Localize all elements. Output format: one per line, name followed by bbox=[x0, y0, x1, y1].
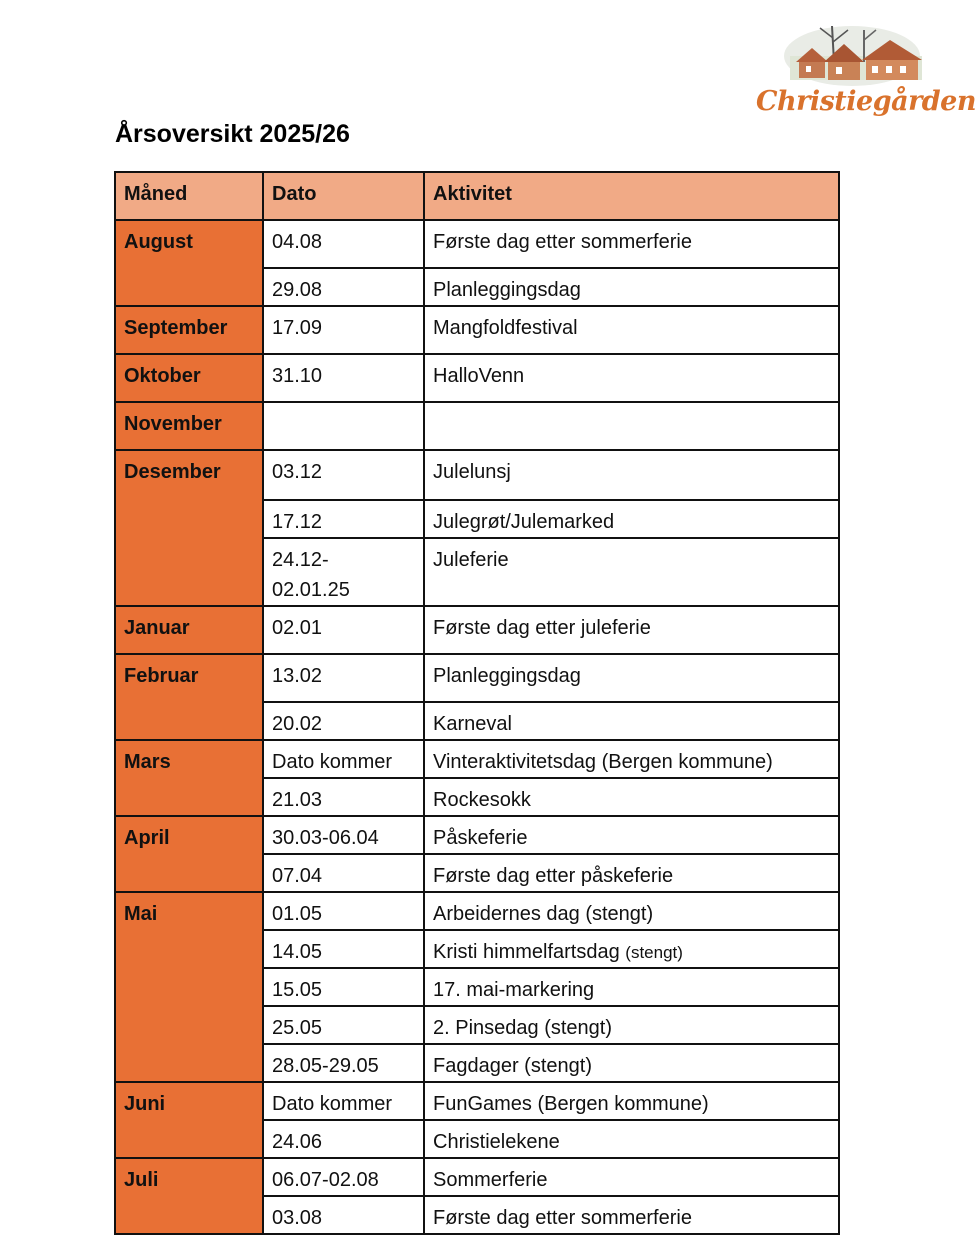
activity-cell bbox=[424, 1120, 839, 1158]
month-cell: Februar bbox=[115, 654, 263, 740]
date-cell: 06.07-02.08 bbox=[263, 1158, 424, 1196]
date-cell: 28.05-29.05 bbox=[263, 1044, 424, 1082]
house-illustration-icon bbox=[752, 16, 962, 96]
activity-cell bbox=[424, 740, 839, 778]
table-row bbox=[115, 1158, 839, 1196]
activity-text: Påskeferie bbox=[433, 827, 528, 849]
date-cell: 30.03-06.04 bbox=[263, 816, 424, 854]
date-cell: 25.05 bbox=[263, 1006, 424, 1044]
activity-text: Vinteraktivitetsdag (Bergen kommune) bbox=[433, 751, 773, 773]
activity-cell bbox=[424, 1044, 839, 1082]
activity-cell bbox=[424, 606, 839, 654]
activity-text: 17. mai-markering bbox=[433, 979, 595, 1001]
date-cell: 21.03 bbox=[263, 778, 424, 816]
activity-text: Arbeidernes dag (stengt) bbox=[433, 903, 654, 925]
activity-cell bbox=[424, 654, 839, 702]
activity-text: 2. Pinsedag (stengt) bbox=[433, 1017, 612, 1039]
activity-cell bbox=[424, 816, 839, 854]
activity-cell bbox=[424, 1082, 839, 1120]
date-cell: 01.05 bbox=[263, 892, 424, 930]
month-cell: Desember bbox=[115, 450, 263, 606]
date-cell: 20.02 bbox=[263, 702, 424, 740]
activity-cell bbox=[424, 930, 839, 968]
header-date: Dato bbox=[263, 172, 424, 220]
logo-wordmark: Christiegården bbox=[756, 86, 976, 117]
table-row bbox=[115, 816, 839, 854]
christiegarden-logo bbox=[752, 16, 976, 126]
activity-text: Karneval bbox=[433, 713, 512, 735]
activity-cell bbox=[424, 354, 839, 402]
activity-cell bbox=[424, 538, 839, 606]
table-row bbox=[115, 354, 839, 402]
date-cell: 13.02 bbox=[263, 654, 424, 702]
date-cell: 02.01 bbox=[263, 606, 424, 654]
table-row bbox=[115, 1082, 839, 1120]
table-row bbox=[115, 892, 839, 930]
activity-text: Første dag etter juleferie bbox=[433, 617, 651, 639]
activity-text: Rockesokk bbox=[433, 789, 531, 811]
activity-text: Mangfoldfestival bbox=[433, 317, 578, 339]
date-cell bbox=[263, 402, 424, 450]
annual-overview-table bbox=[114, 171, 840, 1235]
table-header-row bbox=[115, 172, 839, 220]
activity-text: Kristi himmelfartsdag bbox=[433, 941, 626, 963]
activity-text: Julelunsj bbox=[433, 461, 511, 483]
activity-text: Planleggingsdag bbox=[433, 279, 581, 301]
activity-cell bbox=[424, 500, 839, 538]
activity-text: Julegrøt/Julemarked bbox=[433, 511, 615, 533]
month-cell: August bbox=[115, 220, 263, 306]
activity-text: Christielekene bbox=[433, 1131, 560, 1153]
date-cell: Dato kommer bbox=[263, 740, 424, 778]
table-row bbox=[115, 306, 839, 354]
date-cell: 29.08 bbox=[263, 268, 424, 306]
activity-text: Juleferie bbox=[433, 549, 509, 571]
activity-cell bbox=[424, 450, 839, 500]
month-cell: April bbox=[115, 816, 263, 892]
activity-cell bbox=[424, 1006, 839, 1044]
date-cell: 14.05 bbox=[263, 930, 424, 968]
table-row bbox=[115, 450, 839, 500]
page-title: Årsoversikt 2025/26 bbox=[115, 120, 350, 148]
date-cell: 31.10 bbox=[263, 354, 424, 402]
date-cell: 04.08 bbox=[263, 220, 424, 268]
activity-text: Sommerferie bbox=[433, 1169, 548, 1191]
date-cell: 03.12 bbox=[263, 450, 424, 500]
activity-text: HalloVenn bbox=[433, 365, 525, 387]
activity-cell bbox=[424, 892, 839, 930]
month-cell: Mai bbox=[115, 892, 263, 1082]
month-cell: Juli bbox=[115, 1158, 263, 1234]
month-cell: Juni bbox=[115, 1082, 263, 1158]
month-cell: Januar bbox=[115, 606, 263, 654]
date-cell: 24.12- 02.01.25 bbox=[263, 538, 424, 606]
month-cell: Mars bbox=[115, 740, 263, 816]
table-row bbox=[115, 220, 839, 268]
table-row bbox=[115, 654, 839, 702]
table-row bbox=[115, 402, 839, 450]
date-cell: 17.12 bbox=[263, 500, 424, 538]
header-month: Måned bbox=[115, 172, 263, 220]
month-cell: November bbox=[115, 402, 263, 450]
activity-text: Første dag etter påskeferie bbox=[433, 865, 674, 887]
date-cell: Dato kommer bbox=[263, 1082, 424, 1120]
activity-text: Første dag etter sommerferie bbox=[433, 1207, 692, 1229]
activity-cell bbox=[424, 968, 839, 1006]
activity-text: FunGames (Bergen kommune) bbox=[433, 1093, 709, 1115]
date-cell: 03.08 bbox=[263, 1196, 424, 1234]
activity-cell bbox=[424, 702, 839, 740]
date-cell: 17.09 bbox=[263, 306, 424, 354]
header-activity: Aktivitet bbox=[424, 172, 839, 220]
activity-cell bbox=[424, 220, 839, 268]
table-row bbox=[115, 740, 839, 778]
activity-cell bbox=[424, 778, 839, 816]
activity-cell bbox=[424, 1158, 839, 1196]
activity-cell bbox=[424, 268, 839, 306]
activity-cell bbox=[424, 306, 839, 354]
activity-note: (stengt) bbox=[625, 943, 683, 962]
activity-text: Fagdager (stengt) bbox=[433, 1055, 592, 1077]
activity-text: Første dag etter sommerferie bbox=[433, 231, 692, 253]
activity-cell bbox=[424, 1196, 839, 1234]
activity-cell bbox=[424, 402, 839, 450]
table-body bbox=[115, 220, 839, 1234]
table-row bbox=[115, 606, 839, 654]
activity-cell bbox=[424, 854, 839, 892]
date-cell: 07.04 bbox=[263, 854, 424, 892]
month-cell: September bbox=[115, 306, 263, 354]
date-cell: 24.06 bbox=[263, 1120, 424, 1158]
activity-text: Planleggingsdag bbox=[433, 665, 581, 687]
month-cell: Oktober bbox=[115, 354, 263, 402]
date-cell: 15.05 bbox=[263, 968, 424, 1006]
